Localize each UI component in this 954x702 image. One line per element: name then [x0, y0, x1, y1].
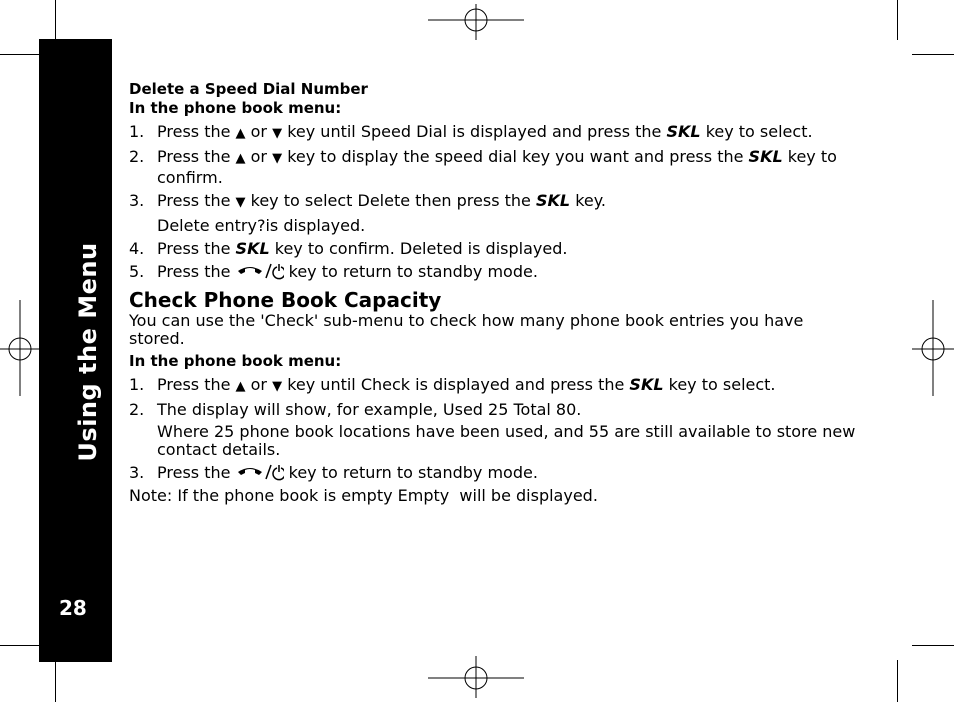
subheading: In the phone book menu:	[129, 352, 342, 370]
intro-paragraph: You can use the 'Check' sub-menu to check how many phone book entries you have stored.	[129, 311, 804, 348]
step-subtext: Delete entry?is displayed.	[157, 216, 366, 235]
crop-mark	[912, 645, 954, 646]
heading-check-capacity: Check Phone Book Capacity	[129, 288, 442, 312]
crop-mark	[55, 0, 56, 40]
step-text: key.	[575, 191, 607, 210]
step-text: key to select.	[668, 375, 776, 394]
step-text: Press the	[157, 147, 231, 166]
step-text: Press the	[157, 191, 231, 210]
skl-key-label: SKL	[666, 122, 701, 141]
registration-mark-icon	[428, 656, 524, 698]
registration-mark-icon	[0, 300, 40, 396]
step-text: key to display the speed dial key you want and press the	[287, 147, 744, 166]
crop-mark	[55, 660, 56, 702]
step-number: 1.	[129, 122, 145, 141]
step-number: 4.	[129, 239, 145, 258]
list-item	[129, 463, 879, 482]
step-number: 3.	[129, 191, 145, 210]
page-number: 28	[59, 596, 87, 620]
end-power-key-icon	[236, 262, 284, 280]
list-item	[129, 400, 879, 459]
step-number: 2.	[129, 147, 145, 166]
step-text: or	[250, 147, 268, 166]
note: Note: If the phone book is empty Empty will be displayed.	[129, 486, 598, 505]
skl-key-label: SKL	[748, 147, 783, 166]
section-title: Using the Menu	[74, 242, 102, 462]
crop-mark	[912, 54, 954, 55]
list-item	[129, 239, 879, 258]
down-arrow-icon: ▼	[272, 126, 283, 141]
step-text: Press the	[157, 262, 231, 281]
step-text: Press the	[157, 122, 231, 141]
subheading: In the phone book menu:	[129, 99, 342, 117]
step-text: Press the	[157, 239, 231, 258]
list-item	[129, 191, 879, 235]
step-text: key to return to standby mode.	[288, 262, 538, 281]
skl-key-label: SKL	[629, 375, 664, 394]
heading-delete-speed-dial: Delete a Speed Dial Number	[129, 80, 368, 98]
step-number: 5.	[129, 262, 145, 281]
step-text: or	[250, 122, 268, 141]
step-text: key to return to standby mode.	[288, 463, 538, 482]
step-number: 3.	[129, 463, 145, 482]
crop-mark	[0, 645, 40, 646]
step-text: key to confirm. Deleted is displayed.	[274, 239, 568, 258]
skl-key-label: SKL	[535, 191, 571, 210]
step-text: key to confirm.	[157, 147, 837, 187]
page-content	[129, 80, 879, 505]
list-item	[129, 122, 879, 143]
registration-mark-icon	[428, 4, 524, 40]
step-text: Press the	[157, 375, 231, 394]
list-item	[129, 375, 879, 396]
step-text: key to select.	[705, 122, 813, 141]
up-arrow-icon: ▲	[235, 151, 246, 166]
step-text: key to select Delete then press the	[250, 191, 531, 210]
down-arrow-icon: ▼	[235, 195, 246, 210]
crop-mark	[0, 54, 40, 55]
crop-mark	[897, 0, 898, 40]
skl-key-label: SKL	[235, 239, 270, 258]
step-text: key until Check is displayed and press the	[287, 375, 625, 394]
list-item	[129, 147, 879, 187]
end-power-key-icon	[236, 463, 284, 481]
registration-mark-icon	[912, 300, 954, 396]
step-text: Press the	[157, 463, 231, 482]
step-subtext: Where 25 phone book locations have been used, and 55 are still available to store new contact details.	[157, 422, 856, 459]
down-arrow-icon: ▼	[272, 379, 283, 394]
crop-mark	[897, 660, 898, 702]
up-arrow-icon: ▲	[235, 379, 246, 394]
step-text: The display will show, for example, Used 25 Total 80.	[157, 400, 582, 419]
up-arrow-icon: ▲	[235, 126, 246, 141]
step-text: key until Speed Dial is displayed and press the	[287, 122, 662, 141]
list-item	[129, 262, 879, 281]
step-number: 1.	[129, 375, 145, 394]
down-arrow-icon: ▼	[272, 151, 283, 166]
step-text: or	[250, 375, 268, 394]
step-number: 2.	[129, 400, 145, 419]
